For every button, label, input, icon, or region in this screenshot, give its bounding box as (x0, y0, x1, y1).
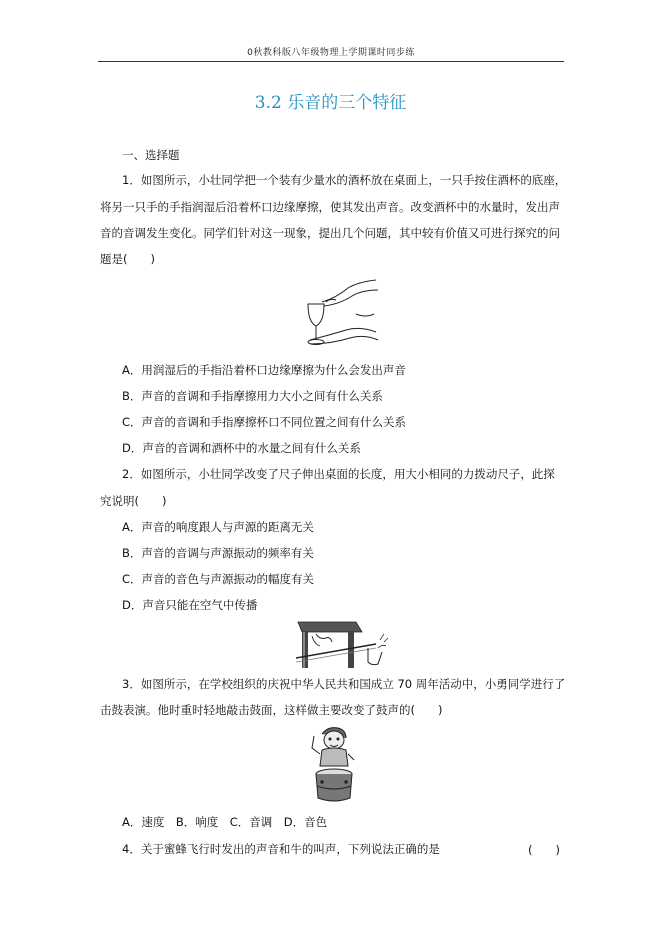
q4-answer-paren: ( ) (528, 843, 560, 857)
q2-ruler-figure (296, 618, 390, 670)
page-header: 0秋教科版八年级物理上学期课时同步练 (247, 48, 415, 58)
lesson-title: 3.2 乐音的三个特征 (254, 93, 407, 113)
q1-option-a: A．用润湿后的手指沿着杯口边缘摩擦为什么会发出声音 (122, 363, 406, 377)
q2-stem-line2: 究说明( ) (100, 494, 167, 508)
header-divider (98, 61, 564, 62)
q2-option-c: C．声音的音色与声源振动的幅度有关 (122, 572, 315, 586)
q1-option-b: B．声音的音调和手指摩擦用力大小之间有什么关系 (122, 389, 383, 403)
q3-stem-line2: 击鼓表演。他时重时轻地敲击鼓面，这样做主要改变了鼓声的( ) (100, 703, 443, 717)
section-heading: 一、选择题 (122, 148, 180, 162)
q2-option-b: B．声音的音调与声源振动的频率有关 (122, 546, 314, 560)
q1-stem-line4: 题是( ) (100, 252, 155, 266)
q1-wine-glass-figure (296, 274, 384, 352)
q3-stem-line1: 3．如图所示，在学校组织的庆祝中华人民共和国成立 70 周年活动中，小勇同学进行了 (122, 677, 566, 691)
q2-stem-line1: 2．如图所示，小壮同学改变了尺子伸出桌面的长度，用大小相同的力拨动尺子，此探 (122, 467, 555, 481)
q1-option-d: D．声音的音调和酒杯中的水量之间有什么关系 (122, 441, 361, 455)
q4-stem: 4．关于蜜蜂飞行时发出的声音和牛的叫声，下列说法正确的是 (122, 842, 440, 856)
q1-stem-line1: 1．如图所示，小壮同学把一个装有少量水的酒杯放在桌面上，一只手按住酒杯的底座， (122, 173, 567, 187)
q3-drummer-figure (308, 724, 360, 806)
q1-option-c: C．声音的音调和手指摩擦杯口不同位置之间有什么关系 (122, 415, 407, 429)
q2-option-a: A．声音的响度跟人与声源的距离无关 (122, 520, 314, 534)
q3-options: A．速度 B．响度 C．音调 D．音色 (122, 815, 328, 829)
q2-option-d: D．声音只能在空气中传播 (122, 598, 258, 612)
q1-stem-line3: 音的音调发生变化。同学们针对这一现象，提出几个问题，其中较有价值又可进行探究的问 (100, 226, 560, 240)
q1-stem-line2: 将另一只手的手指润湿后沿着杯口边缘摩擦，使其发出声音。改变酒杯中的水量时，发出声 (100, 200, 560, 214)
